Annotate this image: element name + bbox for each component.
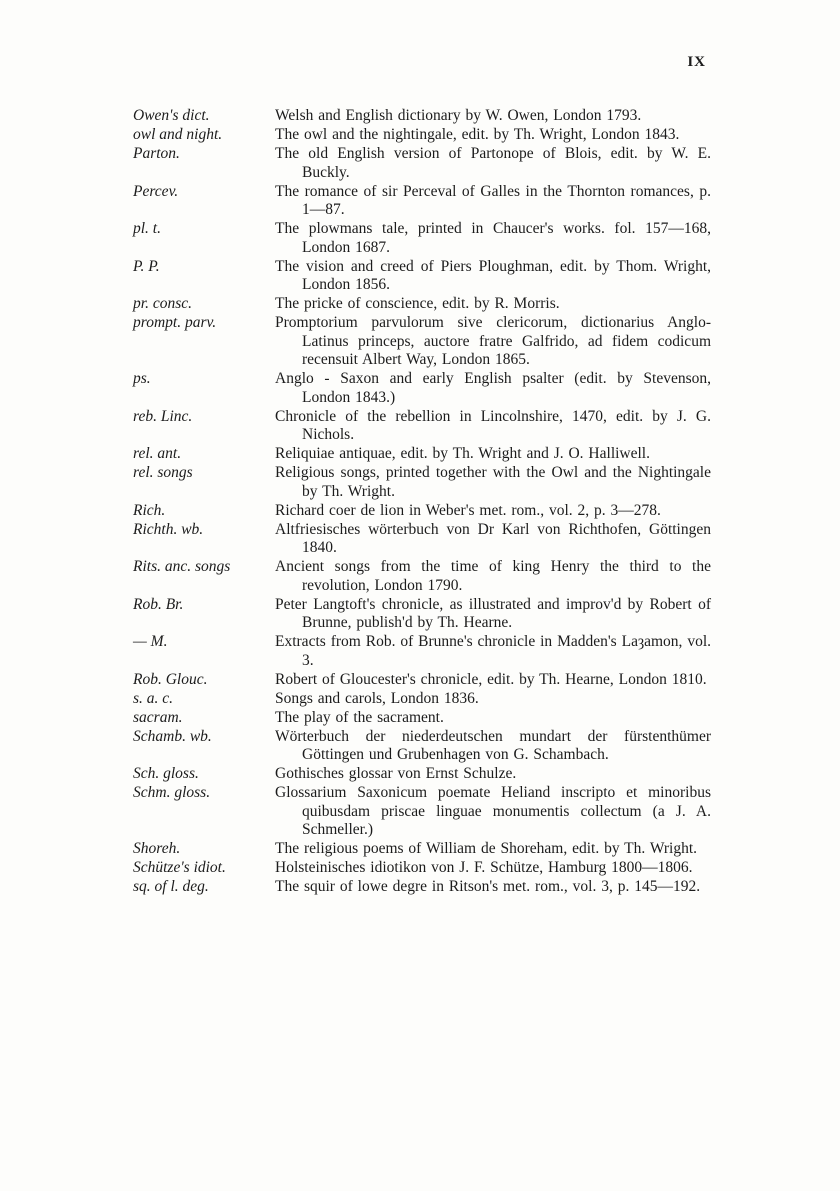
list-item <box>133 859 711 878</box>
entry-abbreviation: Rob. Glouc. <box>133 670 208 688</box>
entry-description: Reliquiae antiquae, edit. by Th. Wright and J. O. Halliwell. <box>275 445 650 462</box>
entry-abbreviation: Shoreh. <box>133 840 181 857</box>
entry-description: The old English version of Partonope of Blois, edit. by W. E. Buckly. <box>275 145 711 181</box>
list-item <box>133 295 711 314</box>
entry-abbreviation: ps. <box>133 370 151 387</box>
entry-description: Altfriesisches wörterbuch von Dr Karl von Richthofen, Göttingen 1840. <box>275 520 711 556</box>
entry-description: Robert of Gloucester's chronicle, edit. by Th. Hearne, London 1810. <box>275 670 707 688</box>
entry-description: Gothisches glossar von Ernst Schulze. <box>275 765 517 782</box>
entry-description: Welsh and English dictionary by W. Owen, London 1793. <box>275 107 642 124</box>
entry-abbreviation: rel. songs <box>133 464 193 481</box>
list-item <box>133 220 711 257</box>
page-number: IX <box>687 54 706 70</box>
entry-abbreviation: Percev. <box>133 182 179 200</box>
list-item <box>133 258 711 295</box>
entry-description: The squir of lowe degre in Ritson's met. rom., vol. 3, p. 145—192. <box>275 878 701 895</box>
list-item <box>133 521 711 558</box>
list-item <box>133 558 711 595</box>
list-item <box>133 126 711 145</box>
entry-abbreviation: sq. of l. deg. <box>133 878 209 895</box>
entry-abbreviation: — M. <box>133 633 168 650</box>
list-item <box>133 728 711 765</box>
entry-abbreviation: pl. t. <box>133 220 161 237</box>
entry-description: Religious songs, printed together with the Owl and the Nightingale by Th. Wright. <box>275 464 711 500</box>
entry-abbreviation: Schamb. wb. <box>133 727 212 745</box>
entry-abbreviation: s. a. c. <box>133 689 174 707</box>
list-item <box>133 633 711 670</box>
entry-description: Wörterbuch der niederdeutschen mundart der fürstenthümer Göttingen und Grubenhagen von G. Schambach. <box>275 727 711 763</box>
list-item <box>133 709 711 728</box>
list-item <box>133 840 711 859</box>
list-item <box>133 445 711 464</box>
entry-abbreviation: pr. consc. <box>133 295 192 312</box>
list-item <box>133 765 711 784</box>
entry-description: The plowmans tale, printed in Chaucer's works. fol. 157—168, London 1687. <box>275 220 711 256</box>
entry-abbreviation: Rob. Br. <box>133 595 184 613</box>
entry-description: The romance of sir Perceval of Galles in the Thornton romances, p. 1—87. <box>275 182 711 218</box>
entry-description: The play of the sacrament. <box>275 708 444 726</box>
list-item <box>133 596 711 633</box>
entry-abbreviation: prompt. parv. <box>133 314 217 331</box>
entry-abbreviation: owl and night. <box>133 126 223 143</box>
entry-description: Chronicle of the rebellion in Lincolnshire, 1470, edit. by J. G. Nichols. <box>275 407 711 443</box>
list-item <box>133 145 711 182</box>
entry-description: Peter Langtoft's chronicle, as illustrated and improv'd by Robert of Brunne, publish'd by Th. Hearne. <box>275 595 711 631</box>
list-item <box>133 502 711 521</box>
entry-description: The religious poems of William de Shoreham, edit. by Th. Wright. <box>275 840 698 857</box>
list-item <box>133 671 711 690</box>
entry-description: Anglo - Saxon and early English psalter (edit. by Stevenson, London 1843.) <box>275 370 711 406</box>
list-item <box>133 408 711 445</box>
entry-abbreviation: Schm. gloss. <box>133 784 211 801</box>
entry-description: Richard coer de lion in Weber's met. rom., vol. 2, p. 3—278. <box>275 501 661 519</box>
entry-abbreviation: Parton. <box>133 145 180 162</box>
entry-abbreviation: reb. Linc. <box>133 407 193 425</box>
list-item <box>133 183 711 220</box>
entry-description: Holsteinisches idiotikon von J. F. Schütze, Hamburg 1800—1806. <box>275 859 693 876</box>
entry-description: Extracts from Rob. of Brunne's chronicle in Madden's Laȝamon, vol. 3. <box>275 633 711 669</box>
entry-abbreviation: Rits. anc. songs <box>133 558 231 575</box>
entry-abbreviation: P. P. <box>133 257 160 275</box>
entry-abbreviation: sacram. <box>133 708 183 726</box>
list-item <box>133 784 711 840</box>
list-item <box>133 464 711 501</box>
list-item <box>133 370 711 407</box>
entry-description: The owl and the nightingale, edit. by Th. Wright, London 1843. <box>275 126 680 143</box>
list-item <box>133 690 711 709</box>
entry-abbreviation: Sch. gloss. <box>133 765 199 782</box>
entry-description: Glossarium Saxonicum poemate Heliand inscripto et minoribus quibusdam priscae linguae monumentis collectum (a J. A. Schmeller.) <box>275 784 711 838</box>
abbreviation-list <box>133 107 711 897</box>
entry-abbreviation: Rich. <box>133 501 166 519</box>
entry-description: The vision and creed of Piers Ploughman, edit. by Thom. Wright, London 1856. <box>275 257 711 293</box>
entry-description: Songs and carols, London 1836. <box>275 689 479 707</box>
entry-abbreviation: Richth. wb. <box>133 520 204 538</box>
list-item <box>133 878 711 897</box>
entry-abbreviation: Schütze's idiot. <box>133 859 226 876</box>
list-item <box>133 314 711 370</box>
entry-abbreviation: Owen's dict. <box>133 107 210 124</box>
entry-description: Promptorium parvulorum sive clericorum, dictionarius Anglo-Latinus princeps, auctore fratre Galfrido, ad fidem codicum recensuit Albert Way, London 1865. <box>275 314 711 368</box>
list-item <box>133 107 711 126</box>
entry-abbreviation: rel. ant. <box>133 445 182 462</box>
entry-description: The pricke of conscience, edit. by R. Morris. <box>275 295 560 312</box>
entry-description: Ancient songs from the time of king Henry the third to the revolution, London 1790. <box>275 558 711 594</box>
